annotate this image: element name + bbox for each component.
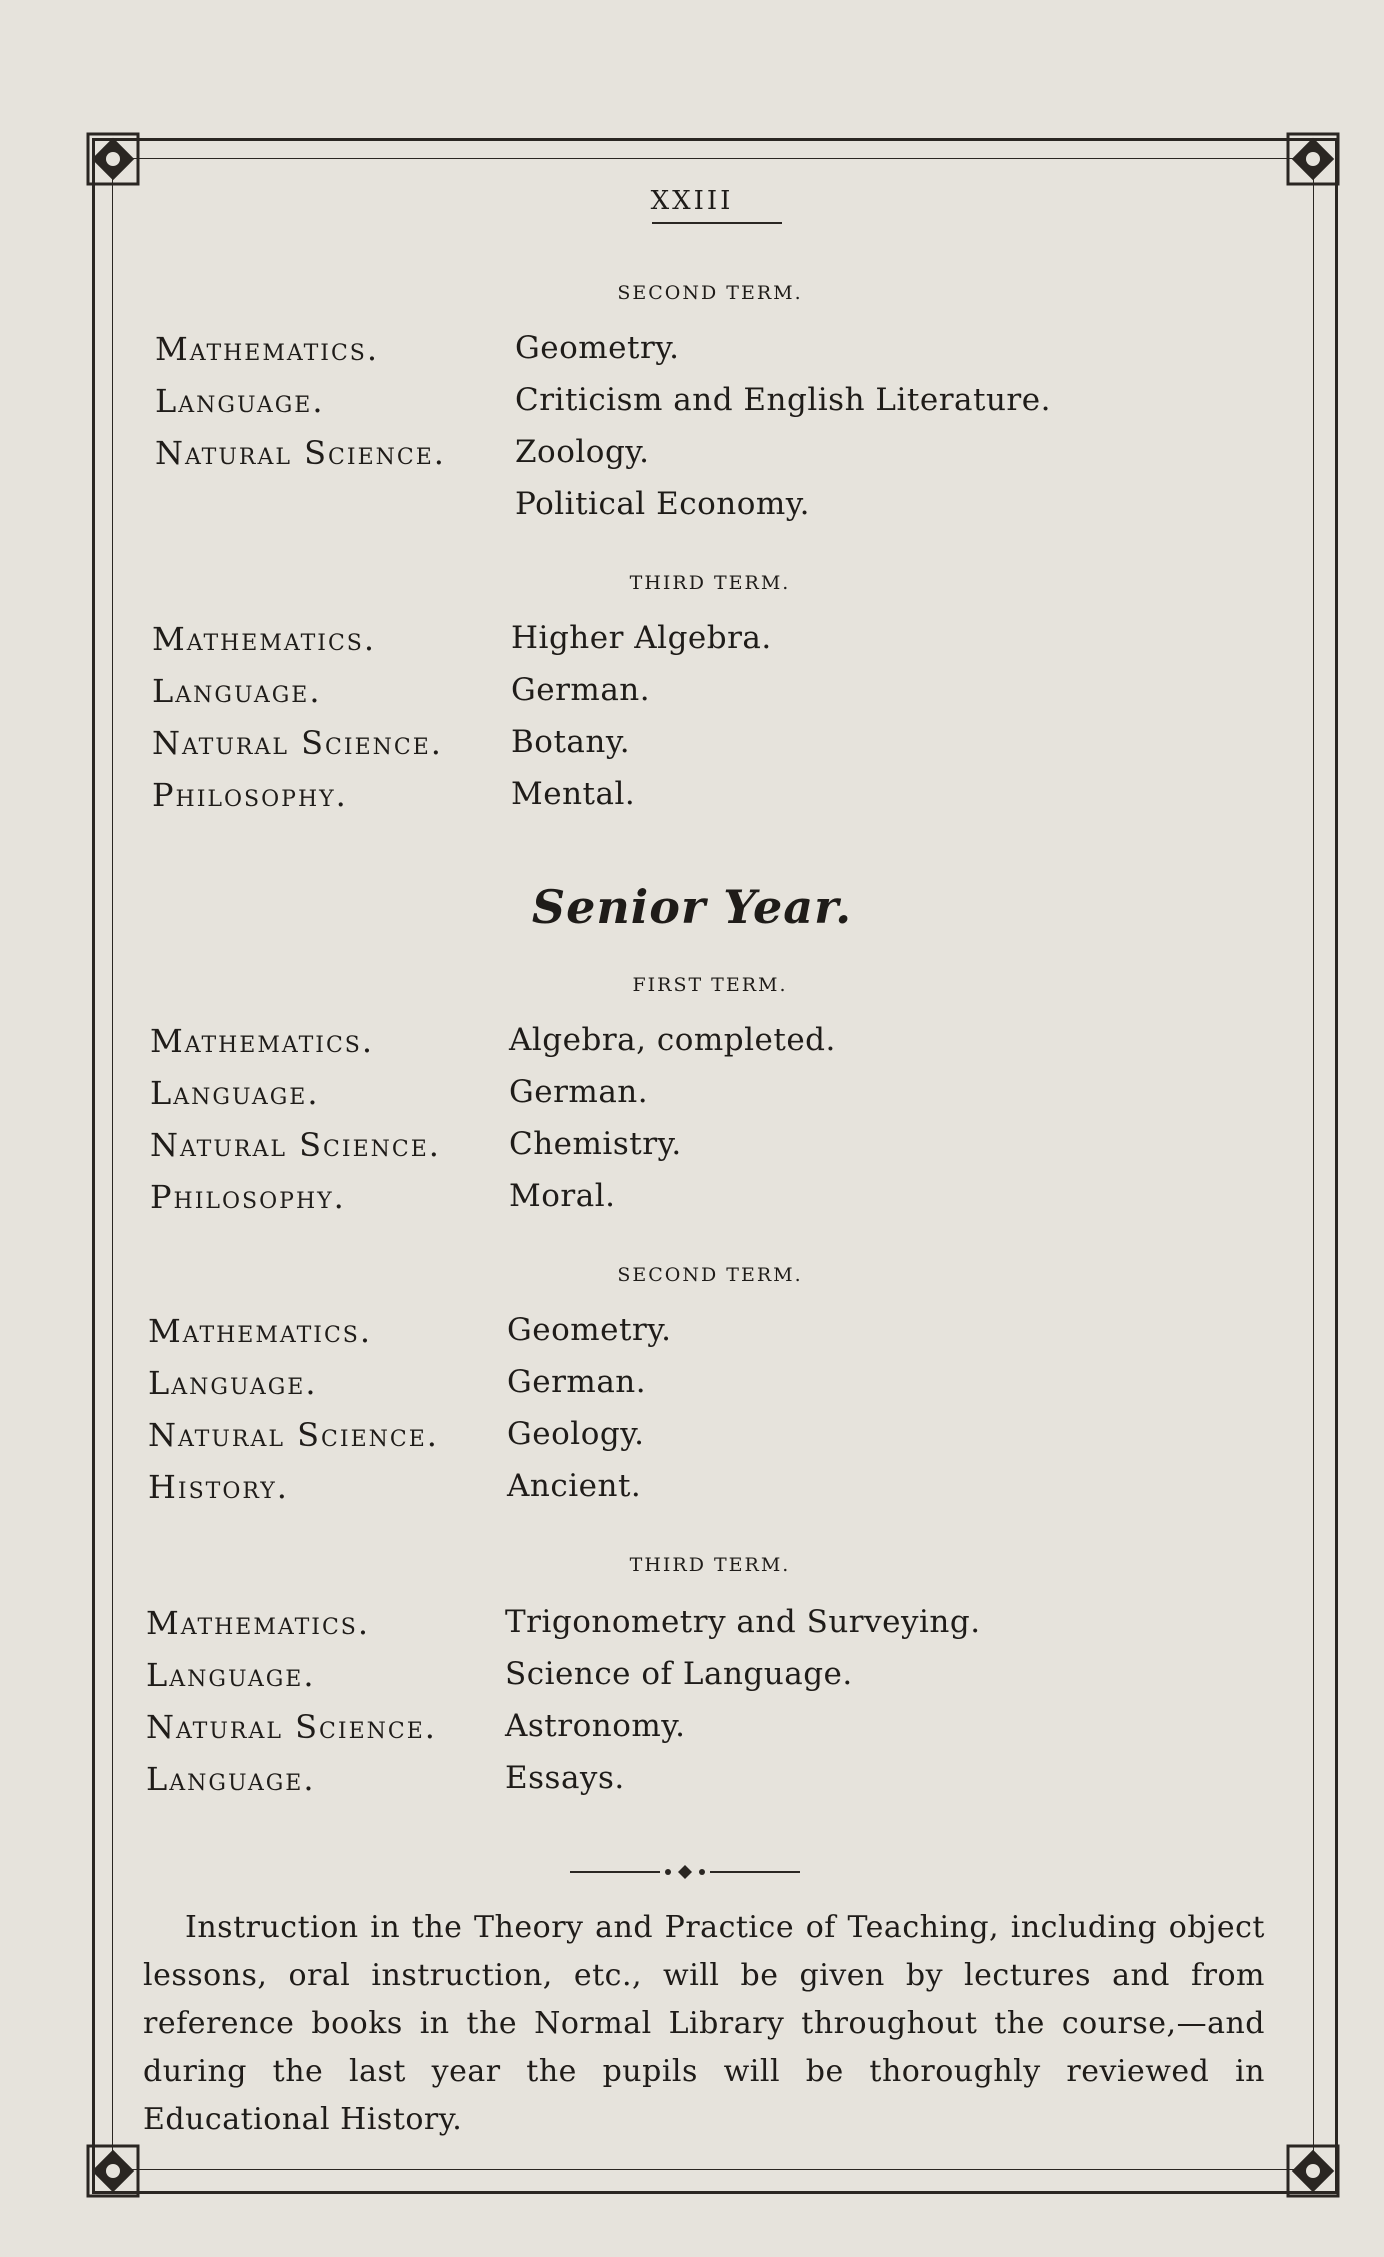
topic-label: Geometry.: [507, 1312, 672, 1348]
page-number: XXIII: [650, 186, 734, 216]
corner-ornament-icon: [1282, 128, 1344, 190]
course-row: [146, 1656, 1246, 1708]
subject-label: Natural Science.: [148, 1416, 439, 1454]
topic-label: Higher Algebra.: [511, 620, 772, 656]
course-row: [148, 1312, 1248, 1364]
course-row: [152, 776, 1252, 828]
topic-label: Chemistry.: [509, 1126, 682, 1162]
topic-label: Geology.: [507, 1416, 645, 1452]
subject-label: History.: [148, 1468, 289, 1506]
subject-label: Language.: [150, 1074, 320, 1112]
subject-label: Philosophy.: [152, 776, 348, 814]
subject-label: Natural Science.: [155, 434, 446, 472]
divider-ornament-icon: [570, 1862, 800, 1882]
topic-label: Botany.: [511, 724, 631, 760]
corner-ornament-icon: [82, 2140, 144, 2202]
subject-label: Language.: [155, 382, 325, 420]
term-heading: SECOND TERM.: [617, 282, 803, 304]
topic-label: Trigonometry and Surveying.: [505, 1604, 981, 1640]
subject-label: Mathematics.: [146, 1604, 371, 1642]
topic-label: German.: [509, 1074, 649, 1110]
course-row: [148, 1364, 1248, 1416]
subject-label: Mathematics.: [150, 1022, 375, 1060]
subject-label: Mathematics.: [155, 330, 380, 368]
course-row: [155, 330, 1255, 382]
subject-label: Philosophy.: [150, 1178, 346, 1216]
course-row: [150, 1178, 1250, 1230]
course-row: [152, 724, 1252, 776]
course-row: [152, 672, 1252, 724]
topic-label: German.: [507, 1364, 647, 1400]
topic-label: Algebra, completed.: [509, 1022, 836, 1058]
subject-label: Language.: [152, 672, 322, 710]
course-row: [152, 620, 1252, 672]
corner-ornament-icon: [1282, 2140, 1344, 2202]
subject-label: Natural Science.: [150, 1126, 441, 1164]
teaching-note-text: Instruction in the Theory and Practice of Teaching, including object lessons, oral instruction, etc., will be given by lectures and from reference books in the Normal Library throughout the course,—and during the last year the pupils will be thoroughly reviewed in Educational History.: [143, 1910, 1265, 2137]
subject-label: Language.: [148, 1364, 318, 1402]
year-heading: Senior Year.: [531, 880, 853, 934]
course-row: [150, 1126, 1250, 1178]
topic-label: Geometry.: [515, 330, 680, 366]
course-row: [146, 1604, 1246, 1656]
topic-label: Criticism and English Literature.: [515, 382, 1051, 418]
topic-label: Mental.: [511, 776, 636, 812]
term-heading: FIRST TERM.: [632, 974, 788, 996]
course-row: [150, 1022, 1250, 1074]
term-heading: SECOND TERM.: [617, 1264, 803, 1286]
course-row: [146, 1760, 1246, 1812]
course-row: [155, 434, 1255, 486]
term-heading: THIRD TERM.: [629, 1554, 791, 1576]
subject-label: Natural Science.: [146, 1708, 437, 1746]
subject-label: Language.: [146, 1760, 316, 1798]
topic-label: Science of Language.: [505, 1656, 853, 1692]
subject-label: Natural Science.: [152, 724, 443, 762]
course-row: [146, 1708, 1246, 1760]
subject-label: Mathematics.: [152, 620, 377, 658]
topic-label: Zoology.: [515, 434, 650, 470]
page-number-rule: [652, 222, 782, 224]
topic-label: Political Economy.: [515, 486, 811, 522]
topic-label: German.: [511, 672, 651, 708]
teaching-note: [143, 1904, 1265, 2144]
topic-label: Essays.: [505, 1760, 625, 1796]
subject-label: Mathematics.: [148, 1312, 373, 1350]
course-row: [148, 1416, 1248, 1468]
term-heading: THIRD TERM.: [629, 572, 791, 594]
topic-label: Astronomy.: [505, 1708, 686, 1744]
course-row: [150, 1074, 1250, 1126]
topic-label: Ancient.: [507, 1468, 642, 1504]
course-row: [155, 486, 1255, 538]
course-row: [148, 1468, 1248, 1520]
course-row: [155, 382, 1255, 434]
topic-label: Moral.: [509, 1178, 616, 1214]
corner-ornament-icon: [82, 128, 144, 190]
subject-label: Language.: [146, 1656, 316, 1694]
